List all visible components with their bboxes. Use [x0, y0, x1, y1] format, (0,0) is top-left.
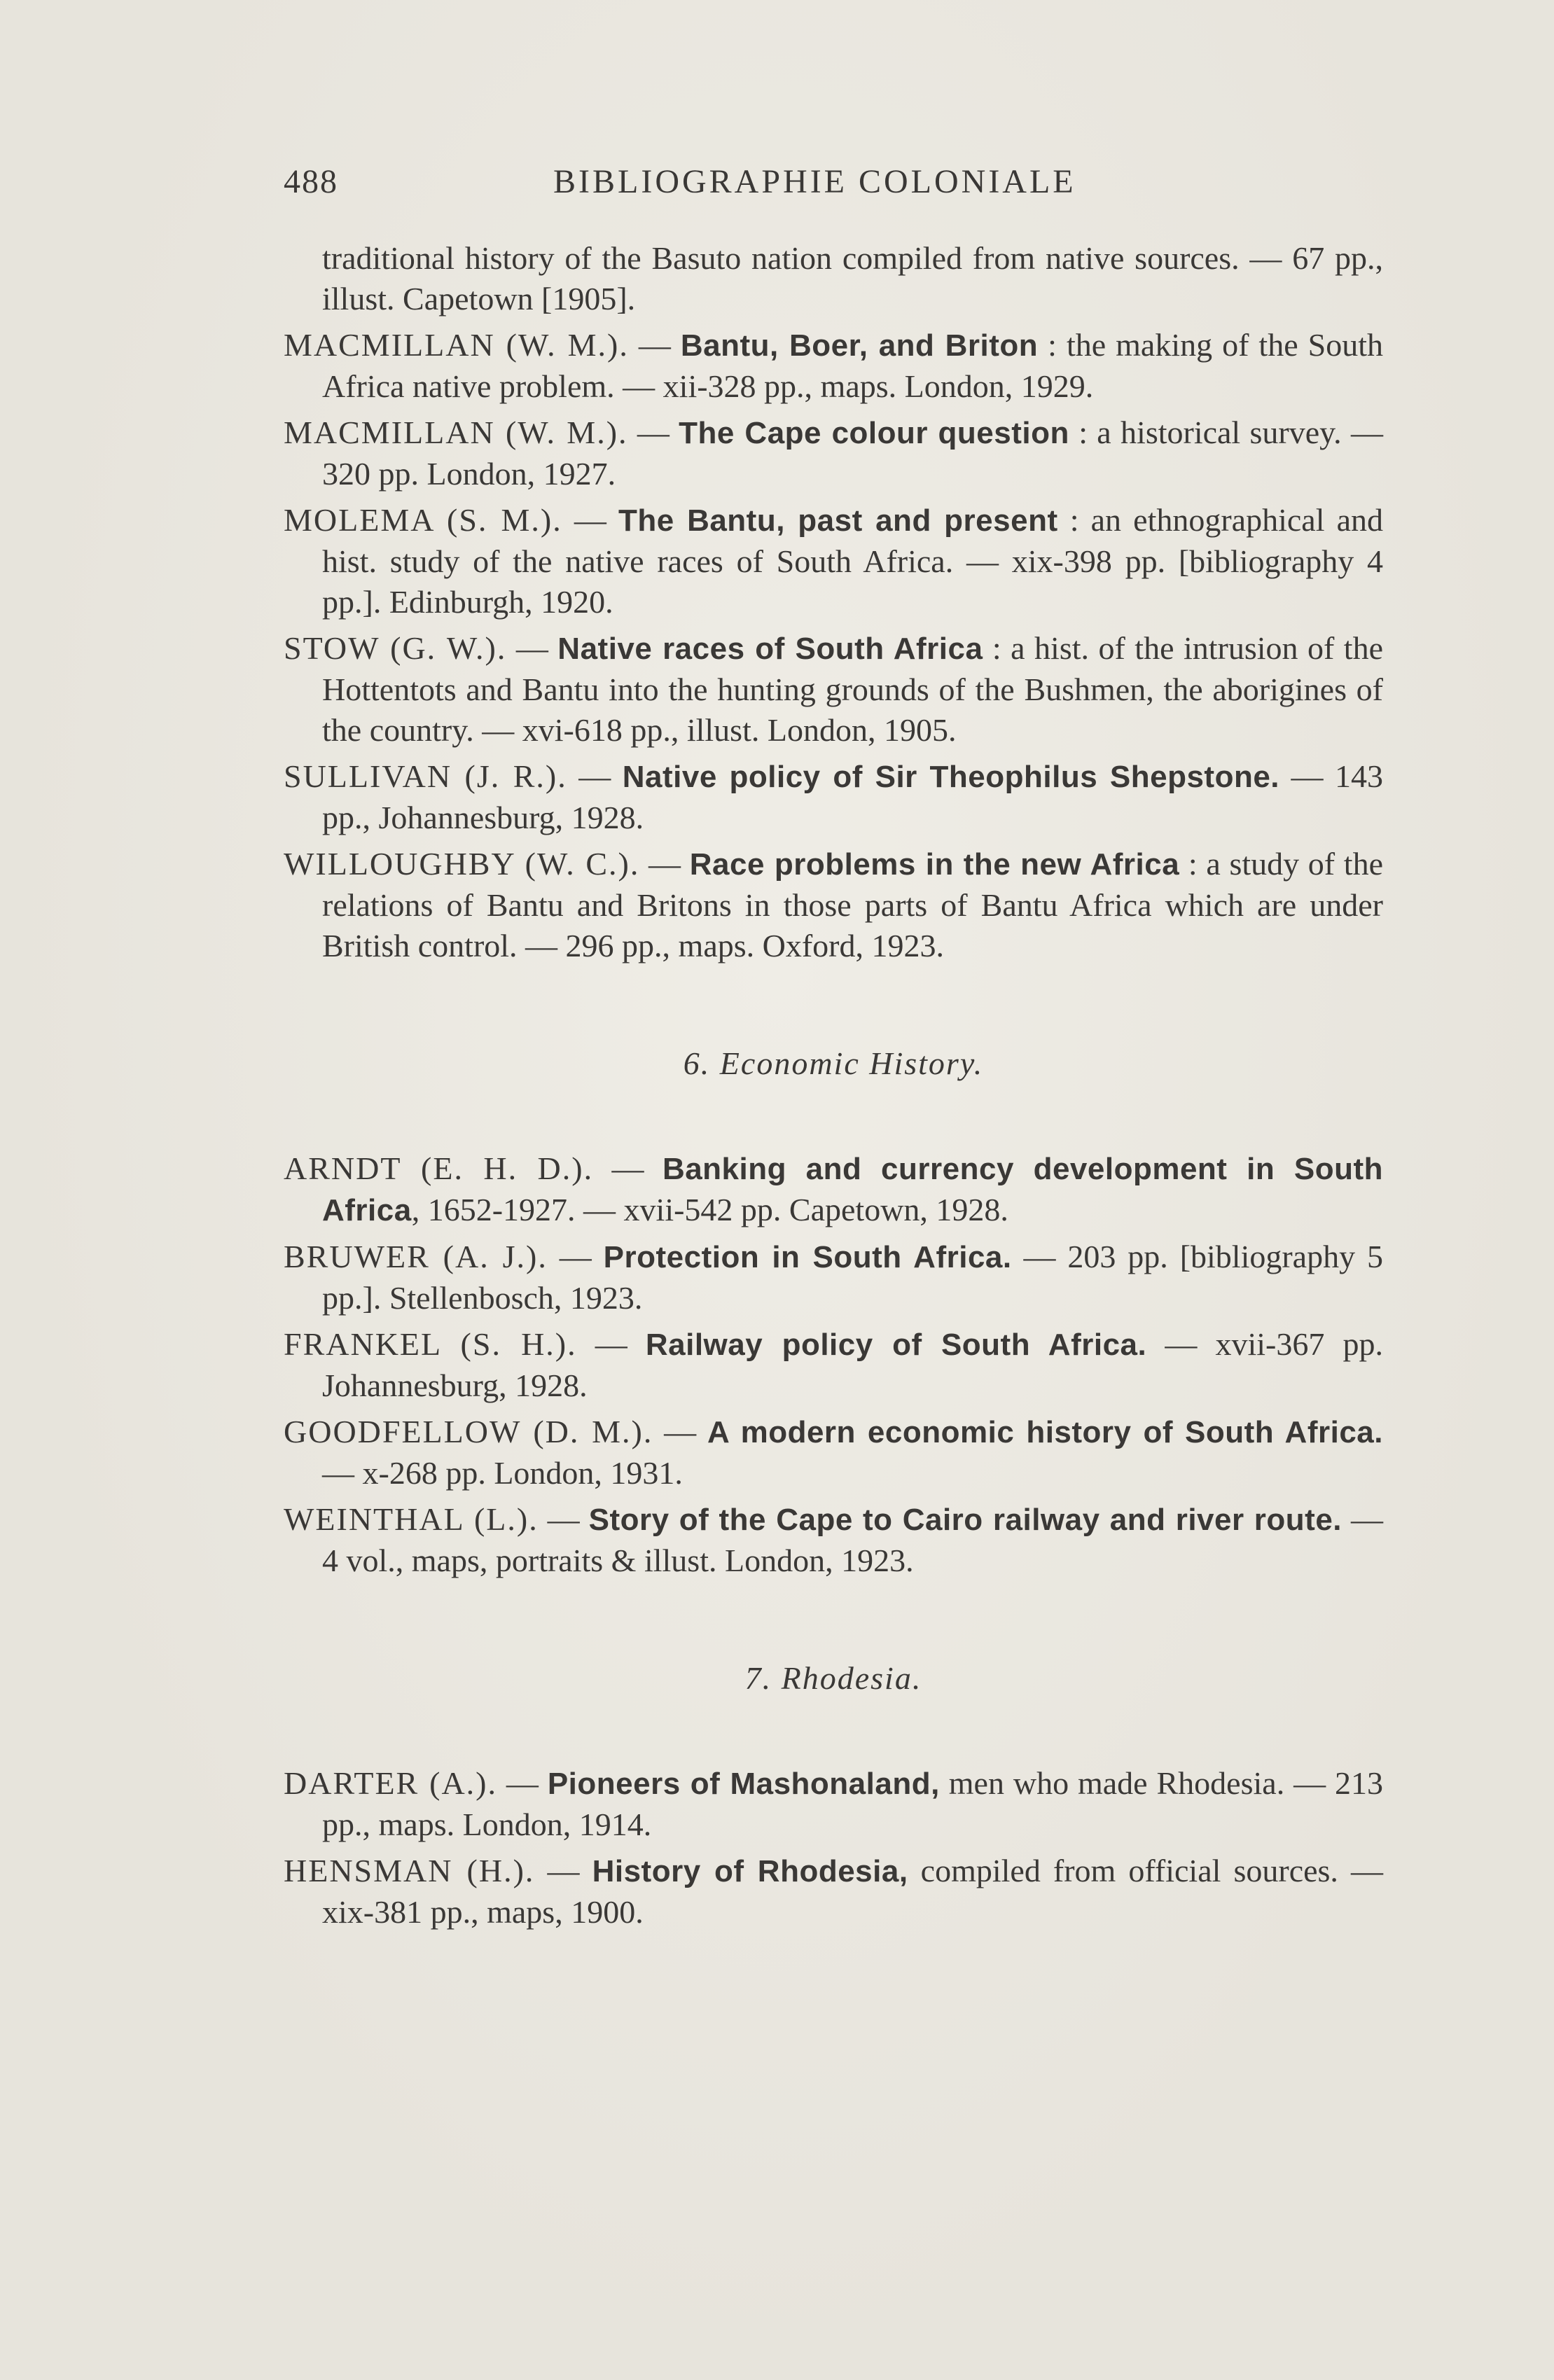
entry-details: : a historical survey. — 320 pp. London, 1927. [322, 415, 1383, 492]
entry-details: , 1652-1927. — xvii-542 pp. Capetown, 1928. [411, 1192, 1008, 1227]
entry-title: Banking and currency development in South Africa [322, 1152, 1383, 1227]
entry-title: The Cape colour question [679, 416, 1069, 450]
entry-author: WILLOUGHBY (W. C.). [284, 846, 640, 882]
entry-title: History of Rhodesia, [592, 1854, 908, 1888]
entry-details: — 143 pp., Johannesburg, 1928. [322, 758, 1384, 835]
entry-text: traditional history of the Basuto nation compiled from native sources. — 67 pp., illust. Capetown [1905]. [322, 240, 1383, 316]
bibliography-entry [284, 1499, 1383, 1581]
entry-author: DARTER (A.). [284, 1765, 497, 1801]
entry-author: MACMILLAN (W. M.). [284, 327, 629, 363]
entry-separator: — [593, 1150, 662, 1186]
entry-details: : a study of the relations of Bantu and Britons in those parts of Bantu Africa which are under British control. — 296 pp., maps. Oxford, 1923. [322, 846, 1383, 963]
entry-separator: — [506, 630, 558, 666]
bibliography-entry [284, 1851, 1383, 1933]
entry-separator: — [538, 1501, 589, 1537]
bibliography-entry [284, 500, 1383, 622]
entry-separator: — [653, 1414, 707, 1449]
entry-author: FRANKEL (S. H.). [284, 1326, 577, 1362]
bibliography-content [284, 238, 1383, 1938]
entry-author: HENSMAN (H.). [284, 1853, 535, 1888]
entry-title: Protection in South Africa. [603, 1240, 1012, 1274]
entry-title: Railway policy of South Africa. [645, 1328, 1147, 1362]
entry-details: — x-268 pp. London, 1931. [322, 1455, 683, 1491]
bibliography-entry [284, 756, 1383, 838]
bibliography-entry [284, 238, 1383, 319]
entry-separator: — [567, 758, 623, 794]
bibliography-entry [284, 1148, 1383, 1231]
entry-separator: — [627, 415, 679, 450]
entry-separator: — [628, 327, 681, 363]
entry-title: Pioneers of Mashonaland, [547, 1767, 940, 1801]
entry-title: Story of the Cape to Cairo railway and river route. [588, 1503, 1343, 1537]
bibliography-entry [284, 1324, 1383, 1406]
section-heading-economic-history: 6. Economic History. [683, 1045, 984, 1081]
bibliography-entry [284, 1237, 1383, 1318]
bibliography-entry [284, 628, 1383, 751]
entry-details: — xvii-367 pp. Johannesburg, 1928. [322, 1326, 1383, 1403]
entry-details: men who made Rhodesia. — 213 pp., maps. London, 1914. [322, 1765, 1384, 1842]
entry-separator: — [547, 1239, 604, 1274]
entry-author: BRUWER (A. J.). [284, 1239, 548, 1274]
entry-author: MACMILLAN (W. M.). [284, 415, 628, 450]
entry-title: The Bantu, past and present [618, 503, 1058, 538]
bibliography-entry [284, 325, 1383, 407]
entry-author: SULLIVAN (J. R.). [284, 758, 567, 794]
entry-separator: — [576, 1326, 646, 1362]
entry-author: MOLEMA (S. M.). [284, 502, 562, 538]
entry-title: A modern economic history of South Africa. [707, 1415, 1383, 1449]
entry-details: : an ethnographical and hist. study of the native races of South Africa. — xix-398 pp. [bibliography 4 pp.]. Edinburgh, 1920. [322, 502, 1384, 620]
entry-details: — 203 pp. [bibliography 5 pp.]. Stellenbosch, 1923. [322, 1239, 1383, 1316]
bibliography-entry [284, 844, 1383, 966]
entry-separator: — [562, 502, 618, 538]
bibliography-entry [284, 1763, 1383, 1845]
entry-title: Native policy of Sir Theophilus Shepstone. [622, 760, 1280, 794]
running-title: BIBLIOGRAPHIE COLONIALE [553, 163, 1076, 200]
section-heading-rhodesia: 7. Rhodesia. [744, 1660, 922, 1696]
entry-author: STOW (G. W.). [284, 630, 507, 666]
entry-author: ARNDT (E. H. D.). [284, 1150, 594, 1186]
page-header [284, 162, 1124, 211]
entry-separator: — [497, 1765, 548, 1801]
page-number: 488 [284, 163, 338, 200]
entry-details: : the making of the South Africa native problem. — xii-328 pp., maps. London, 1929. [322, 327, 1383, 404]
entry-details: : a hist. of the intrusion of the Hottentots and Bantu into the hunting grounds of the Bushmen, the aborigines of the country. — xvi-618 pp., illust. London, 1905. [322, 630, 1383, 748]
bibliography-entry [284, 412, 1383, 494]
entry-author: GOODFELLOW (D. M.). [284, 1414, 653, 1449]
entry-title: Native races of South Africa [557, 632, 983, 666]
entry-separator: — [534, 1853, 592, 1888]
bibliography-entry [284, 1412, 1383, 1494]
entry-details: compiled from official sources. — xix-381 pp., maps, 1900. [322, 1853, 1384, 1930]
entry-title: Race problems in the new Africa [689, 847, 1180, 882]
entry-separator: — [639, 846, 690, 882]
entry-author: WEINTHAL (L.). [284, 1501, 539, 1537]
entry-details: — 4 vol., maps, portraits & illust. London, 1923. [322, 1501, 1383, 1578]
entry-title: Bantu, Boer, and Briton [680, 328, 1039, 363]
